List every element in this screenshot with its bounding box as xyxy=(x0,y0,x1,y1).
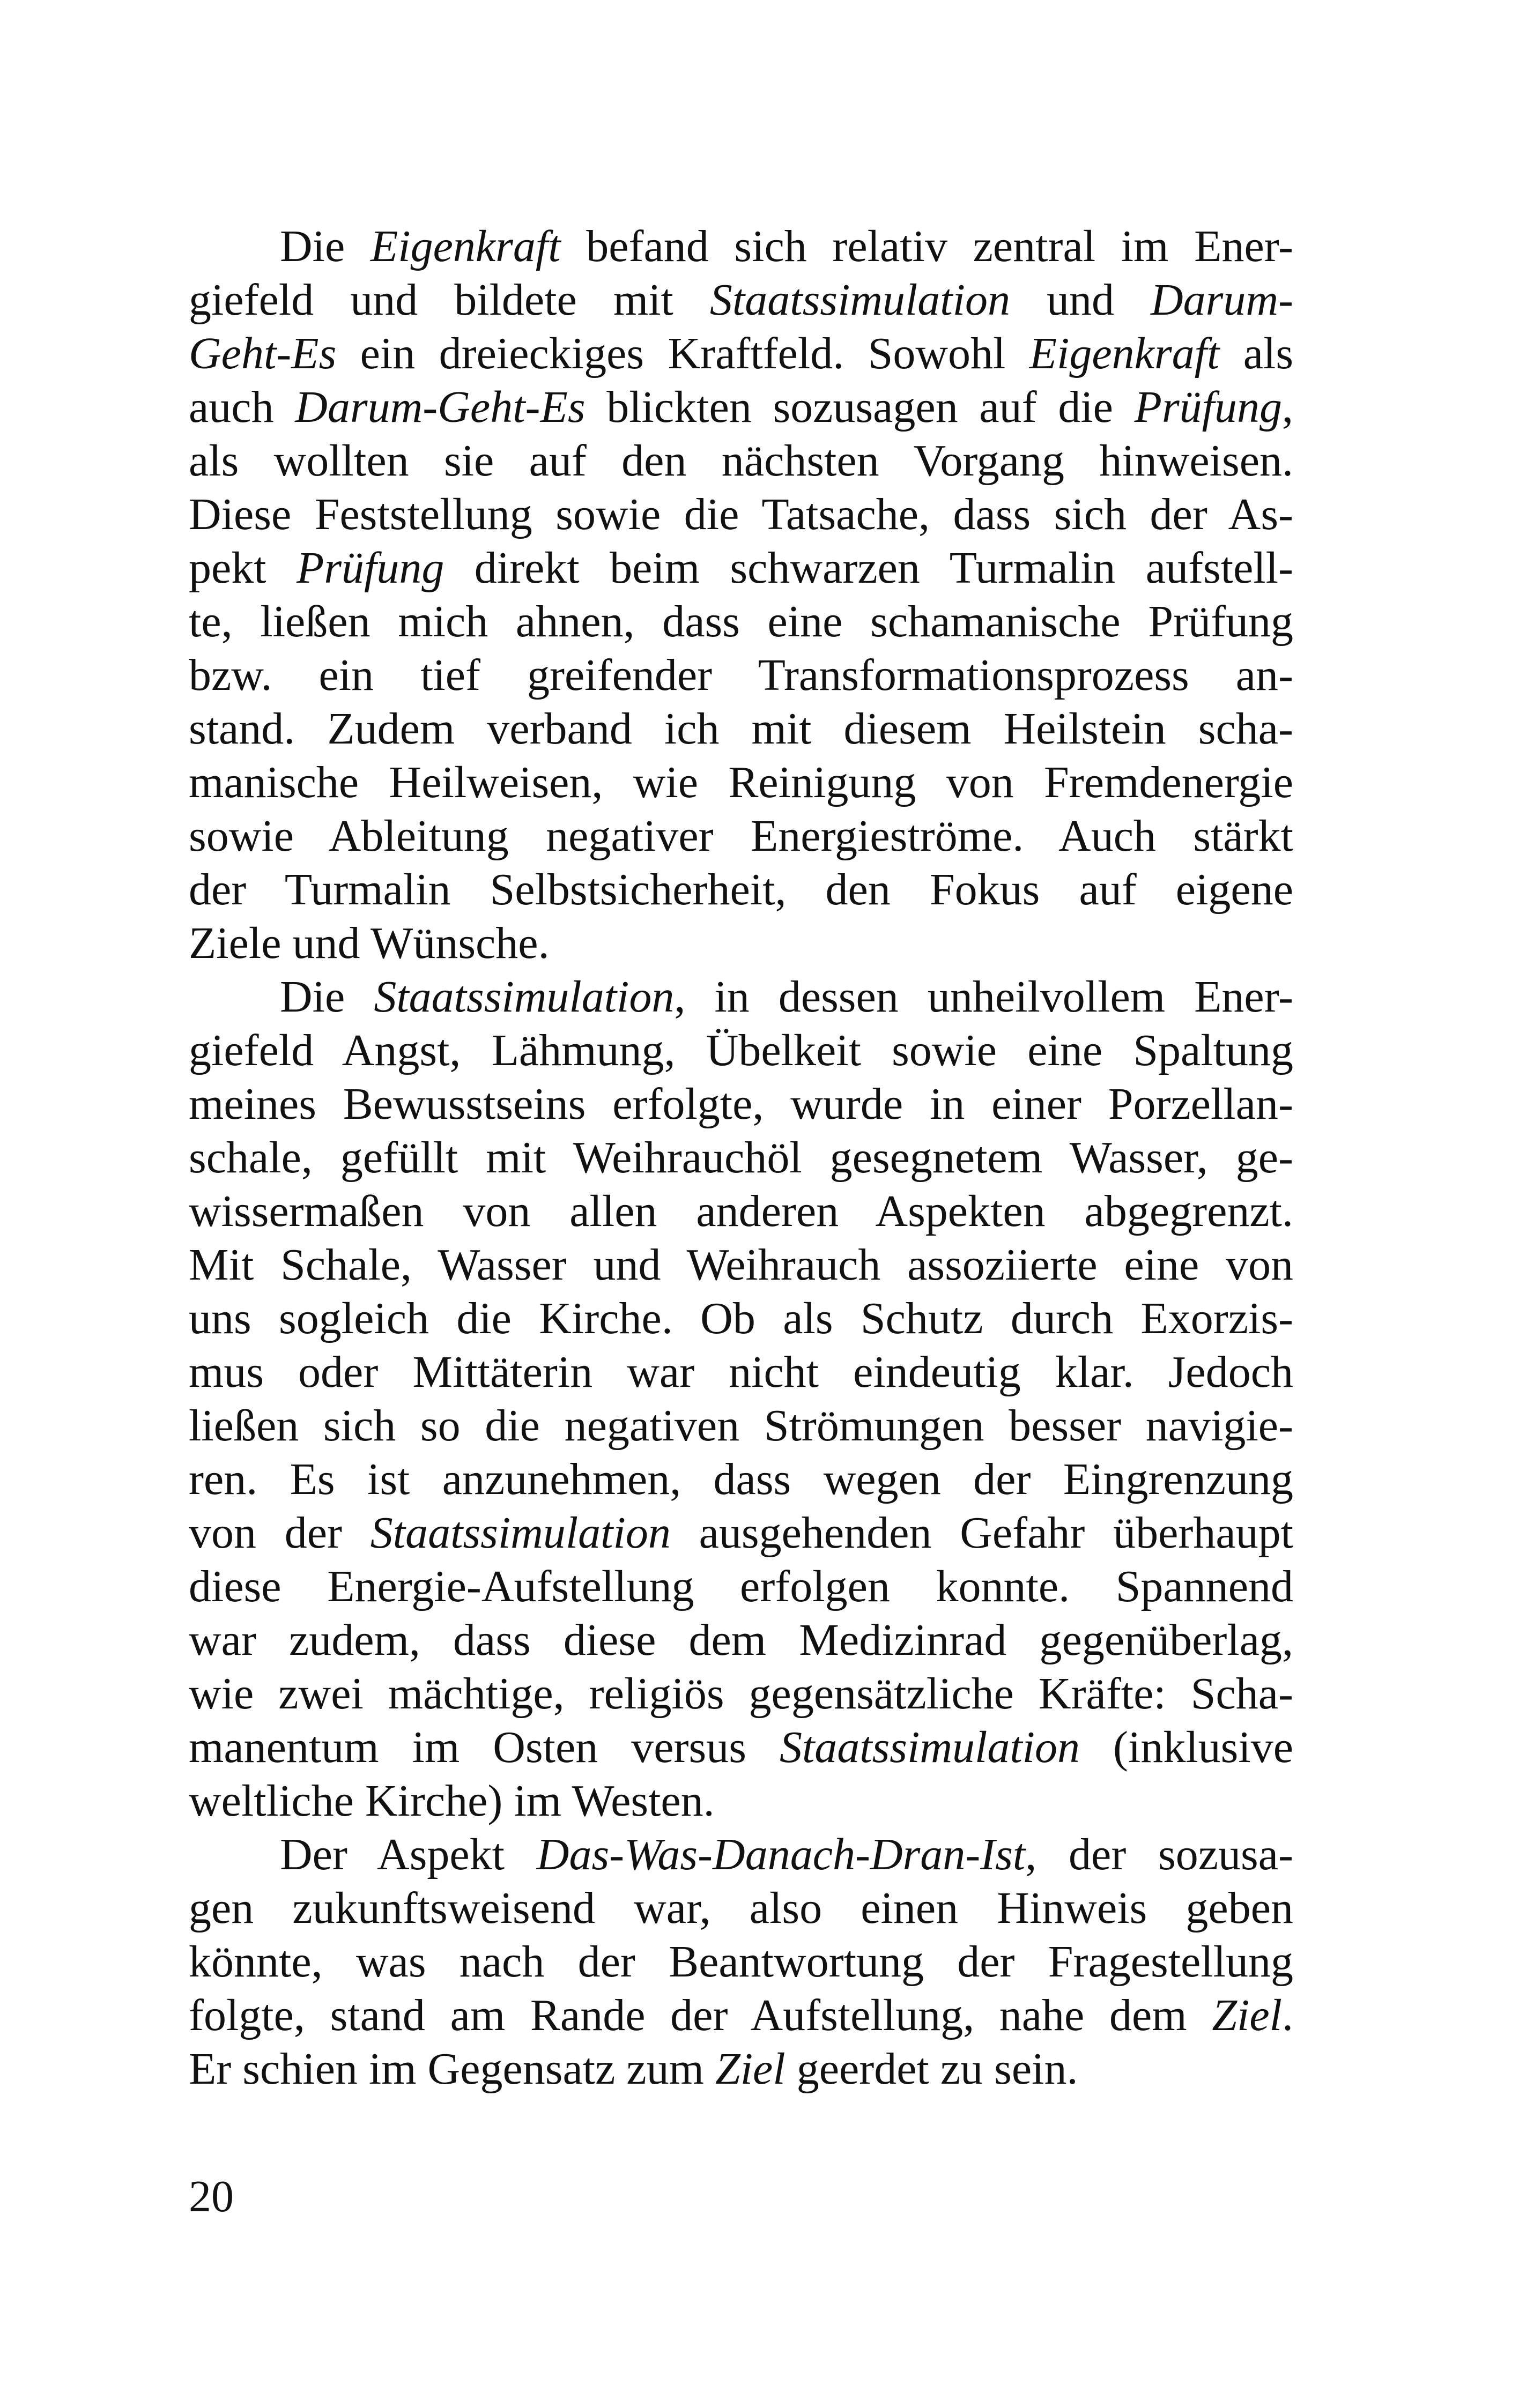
text-line xyxy=(189,1077,1293,1131)
emphasized-term: Das-Was-Danach-Dran-Ist xyxy=(536,1830,1026,1879)
text-line xyxy=(189,1667,1293,1721)
text-run: , xyxy=(1282,382,1293,432)
emphasized-term: Geht-Es xyxy=(189,329,337,378)
text-run: befand sich relativ zentral im Ener- xyxy=(560,221,1293,271)
emphasized-term: Eigenkraft xyxy=(1029,329,1220,378)
text-run: pekt xyxy=(189,543,297,593)
text-run: ein dreieckiges Kraftfeld. Sowohl xyxy=(336,329,1029,378)
text-line xyxy=(189,1774,1293,1828)
text-run: und xyxy=(1010,275,1151,325)
text-run: direkt beim schwarzen Turmalin aufstell- xyxy=(444,543,1293,593)
text-line xyxy=(189,649,1293,702)
text-line xyxy=(189,1453,1293,1506)
text-run: blickten sozusagen auf die xyxy=(585,382,1135,432)
text-run: Ziele und Wünsche. xyxy=(189,918,550,968)
text-line xyxy=(189,2042,1293,2096)
text-line xyxy=(189,595,1293,649)
emphasized-term: Staatssimulation xyxy=(370,1508,671,1558)
text-run: diese Energie-Aufstellung erfolgen konnte. Spannend xyxy=(189,1562,1293,1611)
text-run: ließen sich so die negativen Strömungen besser navigie- xyxy=(189,1401,1293,1451)
emphasized-term: Eigenkraft xyxy=(370,221,561,271)
emphasized-term: Staatssimulation xyxy=(709,275,1010,325)
text-line xyxy=(189,702,1293,756)
text-line xyxy=(189,1506,1293,1560)
text-run: giefeld Angst, Lähmung, Übelkeit sowie eine Spaltung xyxy=(189,1025,1293,1075)
emphasized-term: Ziel xyxy=(1212,1990,1282,2040)
text-run: bzw. ein tief greifender Transformationsprozess an- xyxy=(189,650,1293,700)
text-line xyxy=(189,434,1293,488)
text-run: als xyxy=(1219,329,1294,378)
text-line xyxy=(189,1024,1293,1077)
text-line xyxy=(189,541,1293,595)
text-line xyxy=(189,488,1293,541)
text-run: wissermaßen von allen anderen Aspekten abgegrenzt. xyxy=(189,1186,1293,1236)
text-run: ren. Es ist anzunehmen, dass wegen der Eingrenzung xyxy=(189,1454,1293,1504)
text-run: von der xyxy=(189,1508,371,1558)
text-line xyxy=(189,1185,1293,1238)
text-line xyxy=(189,809,1293,863)
text-line xyxy=(189,917,1293,970)
text-line xyxy=(189,756,1293,809)
text-run: manische Heilweisen, wie Reinigung von Fremdenergie xyxy=(189,757,1293,807)
text-run: te, ließen mich ahnen, dass eine schamanische Prüfung xyxy=(189,597,1293,646)
text-run: war zudem, dass diese dem Medizinrad gegenüberlag, xyxy=(189,1615,1293,1665)
text-run: Die xyxy=(280,972,374,1022)
text-line xyxy=(189,273,1293,327)
text-run: geerdet zu sein. xyxy=(785,2044,1078,2094)
text-run: der Turmalin Selbstsicherheit, den Fokus auf eigene xyxy=(189,865,1293,915)
emphasized-term: Ziel xyxy=(715,2044,786,2094)
text-line xyxy=(189,1131,1293,1185)
text-line xyxy=(189,1399,1293,1453)
text-run: sowie Ableitung negativer Energieströme. Auch stärkt xyxy=(189,811,1293,861)
text-line xyxy=(189,1935,1293,1989)
text-run: ausgehenden Gefahr überhaupt xyxy=(670,1508,1294,1558)
text-run: manentum im Osten versus xyxy=(189,1722,780,1772)
text-line xyxy=(189,1614,1293,1667)
text-run: wie zwei mächtige, religiös gegensätzliche Kräfte: Scha- xyxy=(189,1669,1293,1719)
text-run: mus oder Mittäterin war nicht eindeutig klar. Jedoch xyxy=(189,1347,1293,1397)
text-line xyxy=(189,1292,1293,1346)
text-line xyxy=(189,1828,1293,1882)
text-line xyxy=(189,1560,1293,1614)
text-line xyxy=(189,381,1293,434)
text-run: auch xyxy=(189,382,295,432)
text-run: stand. Zudem verband ich mit diesem Heilstein scha- xyxy=(189,704,1293,754)
emphasized-term: Staatssimulation xyxy=(779,1722,1080,1772)
text-run: gen zukunftsweisend war, also einen Hinweis geben xyxy=(189,1883,1293,1933)
text-line xyxy=(189,1989,1293,2042)
text-line xyxy=(189,1238,1293,1292)
text-run: , der sozusa- xyxy=(1025,1830,1293,1879)
text-run: (inklusive xyxy=(1080,1722,1293,1772)
text-run: meines Bewusstseins erfolgte, wurde in einer Porzellan- xyxy=(189,1079,1293,1129)
text-run: Diese Feststellung sowie die Tatsache, dass sich der As- xyxy=(189,489,1293,539)
text-run: . xyxy=(1282,1990,1293,2040)
text-line xyxy=(189,327,1293,381)
text-line xyxy=(189,220,1293,273)
text-line xyxy=(189,1721,1293,1774)
emphasized-term: Staatssimulation xyxy=(374,972,675,1022)
text-run: uns sogleich die Kirche. Ob als Schutz durch Exorzis- xyxy=(189,1294,1293,1343)
text-run: Die xyxy=(280,221,371,271)
emphasized-term: Prüfung xyxy=(1134,382,1282,432)
emphasized-term: Darum- xyxy=(1151,275,1294,325)
page-number: 20 xyxy=(189,2172,234,2221)
emphasized-term: Prüfung xyxy=(297,543,444,593)
text-line xyxy=(189,970,1293,1024)
text-run: weltliche Kirche) im Westen. xyxy=(189,1776,715,1826)
text-line xyxy=(189,1882,1293,1935)
text-run: könnte, was nach der Beantwortung der Fragestellung xyxy=(189,1937,1293,1987)
text-run: schale, gefüllt mit Weihrauchöl gesegnetem Wasser, ge- xyxy=(189,1133,1293,1183)
text-run: Er schien im Gegensatz zum xyxy=(189,2044,715,2094)
text-run: Mit Schale, Wasser und Weihrauch assoziierte eine von xyxy=(189,1240,1293,1290)
text-run: giefeld und bildete mit xyxy=(189,275,710,325)
text-line xyxy=(189,863,1293,917)
text-run: als wollten sie auf den nächsten Vorgang hinweisen. xyxy=(189,436,1293,486)
emphasized-term: Darum-Geht-Es xyxy=(295,382,586,432)
text-line xyxy=(189,1346,1293,1399)
text-run: , in dessen unheilvollem Ener- xyxy=(674,972,1293,1022)
body-text xyxy=(189,220,1293,2096)
text-run: Der Aspekt xyxy=(280,1830,537,1879)
text-run: folgte, stand am Rande der Aufstellung, nahe dem xyxy=(189,1990,1212,2040)
